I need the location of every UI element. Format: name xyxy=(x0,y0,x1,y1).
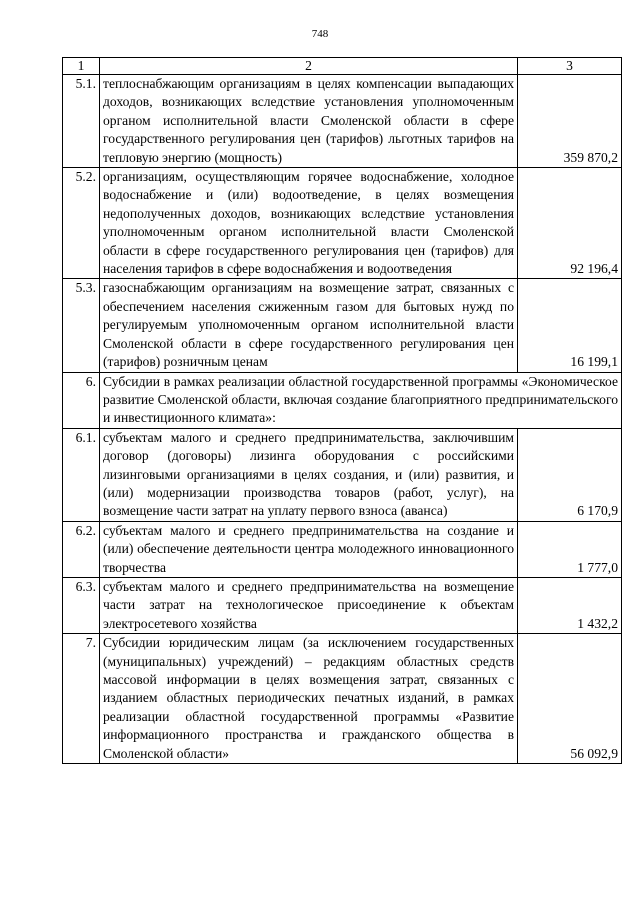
table-row xyxy=(63,577,622,633)
row-text: субъектам малого и среднего предпринимательства на создание и (или) обеспечение деятельности центра молодежного инновационного творчества xyxy=(100,521,518,577)
header-col-1: 1 xyxy=(63,58,100,75)
table-row xyxy=(63,428,622,521)
row-value: 1 777,0 xyxy=(518,521,622,577)
table-row xyxy=(63,279,622,372)
row-value: 1 432,2 xyxy=(518,577,622,633)
row-value: 56 092,9 xyxy=(518,634,622,764)
row-number: 5.2. xyxy=(63,168,100,279)
budget-table xyxy=(62,57,622,764)
row-number: 7. xyxy=(63,634,100,764)
row-number: 6.3. xyxy=(63,577,100,633)
row-number: 5.3. xyxy=(63,279,100,372)
row-value: 359 870,2 xyxy=(518,75,622,168)
row-number: 5.1. xyxy=(63,75,100,168)
row-number: 6.2. xyxy=(63,521,100,577)
row-value: 16 199,1 xyxy=(518,279,622,372)
row-value: 92 196,4 xyxy=(518,168,622,279)
header-col-2: 2 xyxy=(100,58,518,75)
row-text: газоснабжающим организациям на возмещение затрат, связанных с обеспечением населения сжиженным газом для бытовых нужд по регулируемым уполномоченным органом исполнительной власти Смоленской области в сфере государственного регулирования цен (тарифов) розничным ценам xyxy=(100,279,518,372)
header-col-3: 3 xyxy=(518,58,622,75)
table-row xyxy=(63,372,622,428)
table-row xyxy=(63,634,622,764)
row-number: 6.1. xyxy=(63,428,100,521)
table-row xyxy=(63,75,622,168)
table-row xyxy=(63,521,622,577)
row-text: теплоснабжающим организациям в целях компенсации выпадающих доходов, возникающих вследствие установления уполномоченным органом исполнительной власти Смоленской области в сфере государственного регулирования цен (тарифов) льготных тарифов на тепловую энергию (мощность) xyxy=(100,75,518,168)
row-text: Субсидии в рамках реализации областной государственной программы «Экономическое развитие Смоленской области, включая создание благоприятного предпринимательского и инвестиционного климата»: xyxy=(100,372,622,428)
table-header-row xyxy=(63,58,622,75)
row-text: субъектам малого и среднего предпринимательства, заключившим договор (договоры) лизинга оборудования с российскими лизинговыми организациями в целях создания, и (или) развития, и (или) модернизации производства товаров (работ, услуг), на возмещение части затрат на уплату первого взноса (аванса) xyxy=(100,428,518,521)
page-number: 748 xyxy=(311,28,329,40)
row-value: 6 170,9 xyxy=(518,428,622,521)
row-text: Субсидии юридическим лицам (за исключением государственных (муниципальных) учреждений) – редакциям областных средств массовой информации в целях возмещения затрат, связанных с изданием областных периодических печатных изданий, в рамках реализации областной государственной программы «Развитие информационного пространства и гражданского общества в Смоленской области» xyxy=(100,634,518,764)
row-text: организациям, осуществляющим горячее водоснабжение, холодное водоснабжение и (или) водоотведение, в целях возмещения недополученных доходов, возникающих вследствие установления уполномоченным органом исполнительной власти Смоленской области в сфере государственного регулирования цен (тарифов) для населения тарифов в сфере водоснабжения и водоотведения xyxy=(100,168,518,279)
table-row xyxy=(63,168,622,279)
row-text: субъектам малого и среднего предпринимательства на возмещение части затрат на технологическое присоединение к объектам электросетевого хозяйства xyxy=(100,577,518,633)
row-number: 6. xyxy=(63,372,100,428)
